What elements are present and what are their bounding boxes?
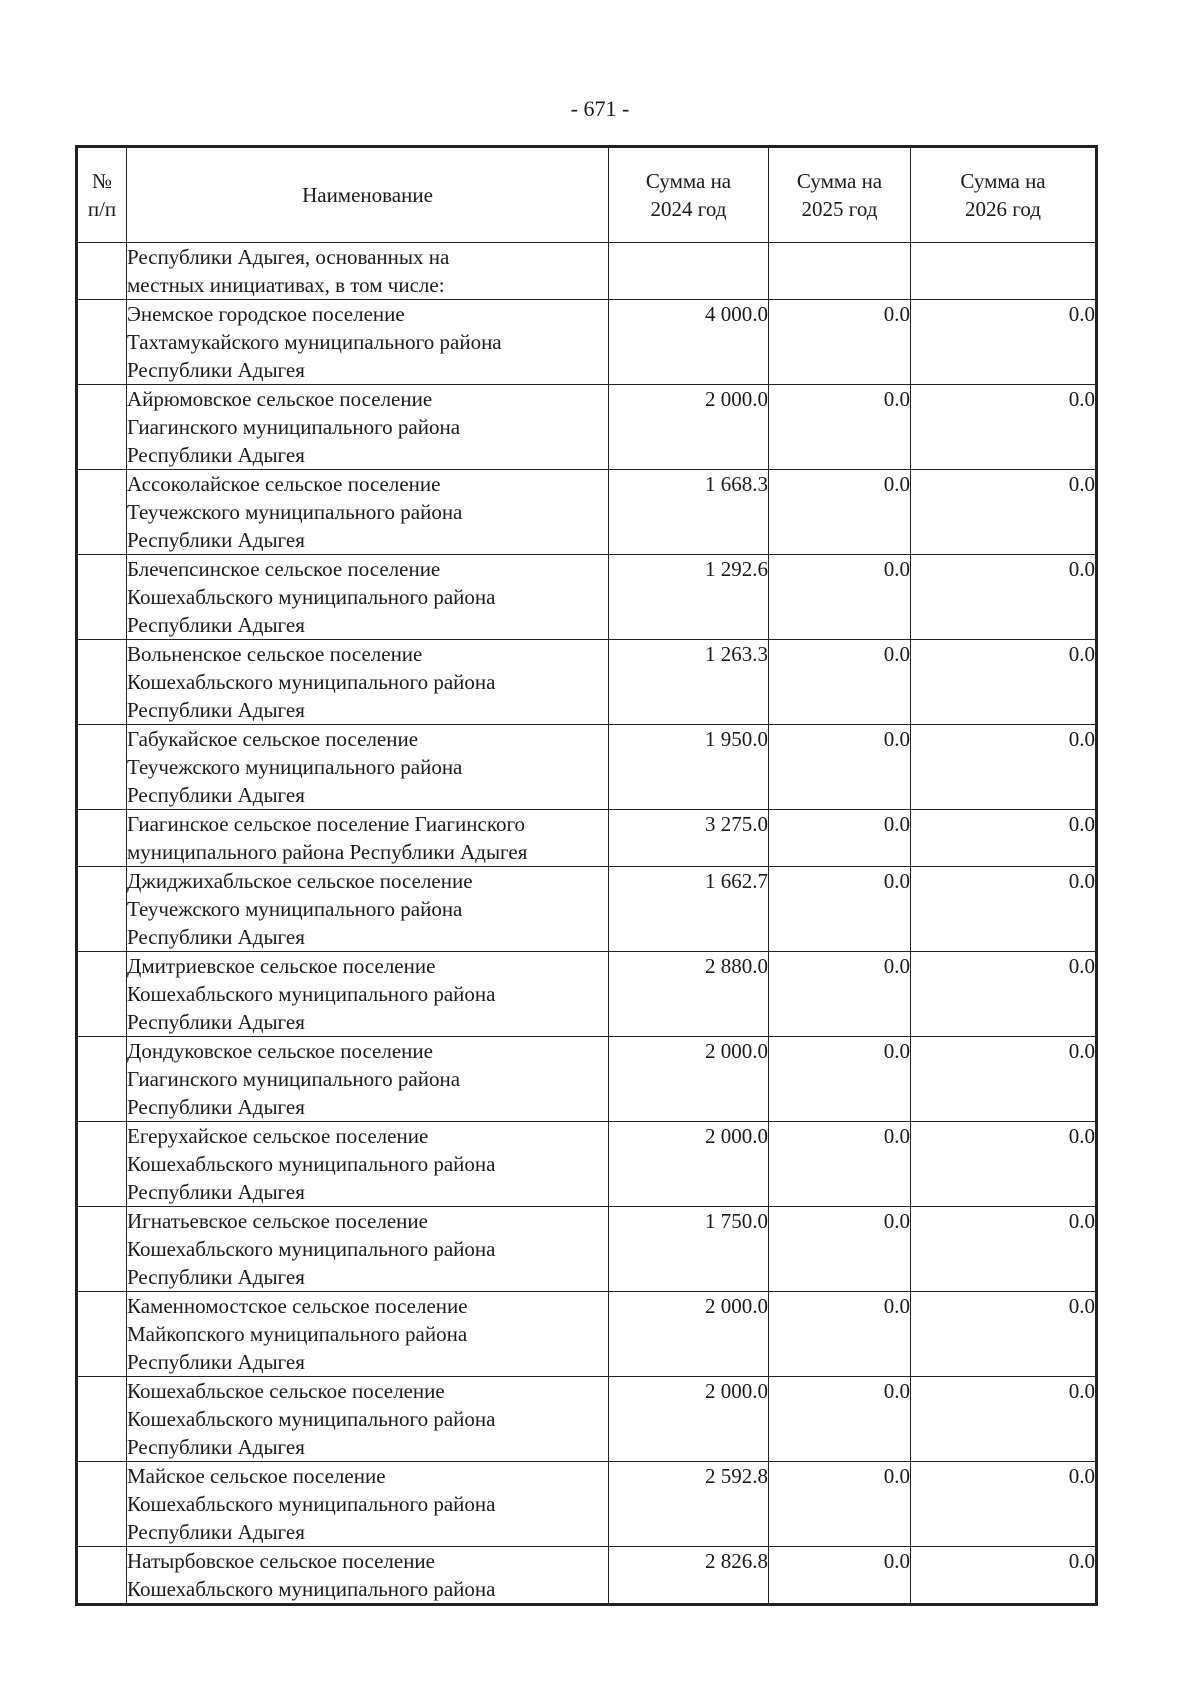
- sum-2024-cell: 1 292.6: [609, 555, 769, 640]
- table-row: [77, 555, 1097, 640]
- sum-2026-cell: 0.0: [911, 867, 1097, 952]
- row-number-cell: [77, 952, 127, 1037]
- settlement-name-cell: Республики Адыгея, основанных на местных инициативах, в том числе:: [127, 243, 609, 300]
- sum-2024-cell: 2 000.0: [609, 385, 769, 470]
- table-row: [77, 640, 1097, 725]
- table-row: [77, 1292, 1097, 1377]
- row-number-cell: [77, 867, 127, 952]
- settlement-name-cell: Вольненское сельское поселение Кошехабльского муниципального района Республики Адыгея: [127, 640, 609, 725]
- sum-2024-cell: 4 000.0: [609, 300, 769, 385]
- settlement-name-cell: Кошехабльское сельское поселение Кошехабльского муниципального района Республики Адыгея: [127, 1377, 609, 1462]
- row-number-cell: [77, 1207, 127, 1292]
- row-number-cell: [77, 1462, 127, 1547]
- table-row: [77, 1377, 1097, 1462]
- sum-2025-cell: 0.0: [769, 1547, 911, 1605]
- sum-2026-cell: 0.0: [911, 1037, 1097, 1122]
- table-row: [77, 1462, 1097, 1547]
- settlement-name-cell: Натырбовское сельское поселение Кошехабльского муниципального района: [127, 1547, 609, 1605]
- sum-2024-cell: 2 000.0: [609, 1037, 769, 1122]
- settlement-name-cell: Айрюмовское сельское поселение Гиагинского муниципального района Республики Адыгея: [127, 385, 609, 470]
- sum-2024-cell: 1 662.7: [609, 867, 769, 952]
- settlement-name-cell: Игнатьевское сельское поселение Кошехабльского муниципального района Республики Адыгея: [127, 1207, 609, 1292]
- sum-2025-cell: [769, 243, 911, 300]
- row-number-cell: [77, 1292, 127, 1377]
- sum-2024-cell: 2 826.8: [609, 1547, 769, 1605]
- sum-2026-cell: 0.0: [911, 1547, 1097, 1605]
- settlement-name-cell: Габукайское сельское поселение Теучежского муниципального района Республики Адыгея: [127, 725, 609, 810]
- row-number-cell: [77, 385, 127, 470]
- sum-2026-cell: [911, 243, 1097, 300]
- sum-2024-cell: 1 668.3: [609, 470, 769, 555]
- sum-2026-cell: 0.0: [911, 470, 1097, 555]
- row-number-cell: [77, 470, 127, 555]
- sum-2025-cell: 0.0: [769, 555, 911, 640]
- table-row: [77, 243, 1097, 300]
- row-number-cell: [77, 555, 127, 640]
- header-sum-2024: Сумма на 2024 год: [609, 147, 769, 243]
- sum-2025-cell: 0.0: [769, 725, 911, 810]
- table-body: [77, 243, 1097, 1605]
- sum-2024-cell: 2 000.0: [609, 1122, 769, 1207]
- page-number: - 671 -: [570, 96, 630, 121]
- budget-table: [75, 145, 1098, 1606]
- settlement-name-cell: Дмитриевское сельское поселение Кошехабльского муниципального района Республики Адыгея: [127, 952, 609, 1037]
- settlement-name-cell: Энемское городское поселение Тахтамукайского муниципального района Республики Адыгея: [127, 300, 609, 385]
- sum-2024-cell: 2 000.0: [609, 1292, 769, 1377]
- header-sum-2026: Сумма на 2026 год: [911, 147, 1097, 243]
- sum-2025-cell: 0.0: [769, 1292, 911, 1377]
- sum-2025-cell: 0.0: [769, 1377, 911, 1462]
- settlement-name-cell: Егерухайское сельское поселение Кошехабльского муниципального района Республики Адыгея: [127, 1122, 609, 1207]
- sum-2026-cell: 0.0: [911, 1377, 1097, 1462]
- settlement-name-cell: Дондуковское сельское поселение Гиагинского муниципального района Республики Адыгея: [127, 1037, 609, 1122]
- sum-2024-cell: 2 592.8: [609, 1462, 769, 1547]
- settlement-name-cell: Каменномостское сельское поселение Майкопского муниципального района Республики Адыгея: [127, 1292, 609, 1377]
- sum-2024-cell: 2 880.0: [609, 952, 769, 1037]
- table-row: [77, 867, 1097, 952]
- settlement-name-cell: Джиджихабльское сельское поселение Теучежского муниципального района Республики Адыгея: [127, 867, 609, 952]
- row-number-cell: [77, 243, 127, 300]
- header-sum-2025: Сумма на 2025 год: [769, 147, 911, 243]
- table-row: [77, 470, 1097, 555]
- table-row: [77, 810, 1097, 867]
- settlement-name-cell: Блечепсинское сельское поселение Кошехабльского муниципального района Республики Адыгея: [127, 555, 609, 640]
- sum-2026-cell: 0.0: [911, 1122, 1097, 1207]
- table-row: [77, 1122, 1097, 1207]
- row-number-cell: [77, 300, 127, 385]
- sum-2025-cell: 0.0: [769, 470, 911, 555]
- table-row: [77, 952, 1097, 1037]
- sum-2026-cell: 0.0: [911, 810, 1097, 867]
- table-row: [77, 1547, 1097, 1605]
- sum-2025-cell: 0.0: [769, 1037, 911, 1122]
- sum-2025-cell: 0.0: [769, 867, 911, 952]
- row-number-cell: [77, 1377, 127, 1462]
- sum-2026-cell: 0.0: [911, 385, 1097, 470]
- table-row: [77, 1037, 1097, 1122]
- sum-2025-cell: 0.0: [769, 385, 911, 470]
- sum-2025-cell: 0.0: [769, 640, 911, 725]
- sum-2025-cell: 0.0: [769, 952, 911, 1037]
- settlement-name-cell: Ассоколайское сельское поселение Теучежского муниципального района Республики Адыгея: [127, 470, 609, 555]
- settlement-name-cell: Майское сельское поселение Кошехабльского муниципального района Республики Адыгея: [127, 1462, 609, 1547]
- sum-2026-cell: 0.0: [911, 555, 1097, 640]
- table-row: [77, 725, 1097, 810]
- table-row: [77, 1207, 1097, 1292]
- row-number-cell: [77, 810, 127, 867]
- table-row: [77, 385, 1097, 470]
- sum-2025-cell: 0.0: [769, 810, 911, 867]
- sum-2026-cell: 0.0: [911, 725, 1097, 810]
- sum-2026-cell: 0.0: [911, 640, 1097, 725]
- row-number-cell: [77, 1037, 127, 1122]
- sum-2026-cell: 0.0: [911, 1292, 1097, 1377]
- sum-2024-cell: 3 275.0: [609, 810, 769, 867]
- sum-2024-cell: 1 263.3: [609, 640, 769, 725]
- sum-2026-cell: 0.0: [911, 952, 1097, 1037]
- sum-2026-cell: 0.0: [911, 1462, 1097, 1547]
- row-number-cell: [77, 1122, 127, 1207]
- sum-2024-cell: 2 000.0: [609, 1377, 769, 1462]
- sum-2025-cell: 0.0: [769, 1122, 911, 1207]
- header-name: Наименование: [127, 147, 609, 243]
- header-number: № п/п: [77, 147, 127, 243]
- sum-2025-cell: 0.0: [769, 300, 911, 385]
- sum-2026-cell: 0.0: [911, 1207, 1097, 1292]
- sum-2024-cell: 1 750.0: [609, 1207, 769, 1292]
- row-number-cell: [77, 725, 127, 810]
- sum-2025-cell: 0.0: [769, 1462, 911, 1547]
- row-number-cell: [77, 640, 127, 725]
- settlement-name-cell: Гиагинское сельское поселение Гиагинского муниципального района Республики Адыгея: [127, 810, 609, 867]
- sum-2026-cell: 0.0: [911, 300, 1097, 385]
- sum-2025-cell: 0.0: [769, 1207, 911, 1292]
- sum-2024-cell: 1 950.0: [609, 725, 769, 810]
- table-row: [77, 300, 1097, 385]
- row-number-cell: [77, 1547, 127, 1605]
- sum-2024-cell: [609, 243, 769, 300]
- table-header-row: [77, 147, 1097, 243]
